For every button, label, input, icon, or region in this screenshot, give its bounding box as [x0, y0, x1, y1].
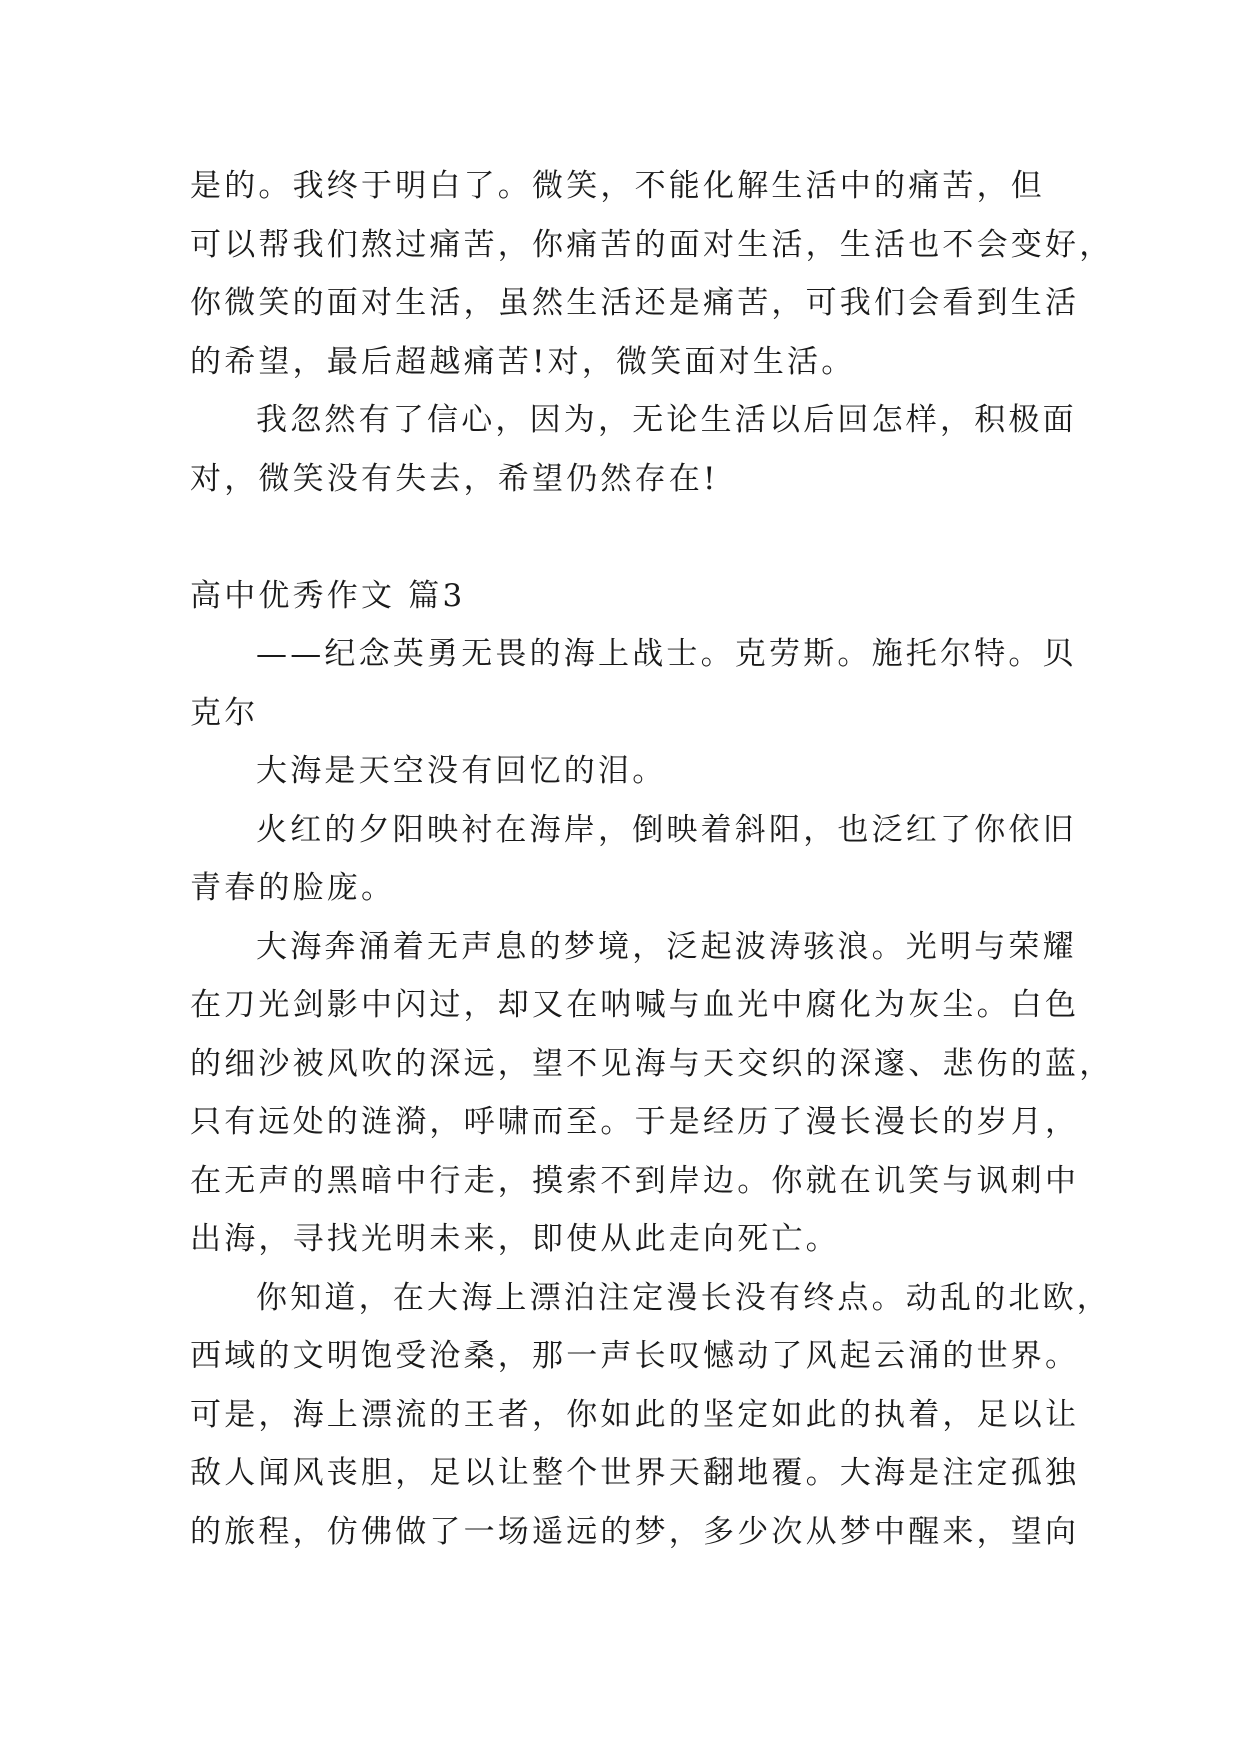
text-line: 克尔 — [190, 694, 259, 731]
text-line: 西域的文明饱受沧桑，那一声长叹憾动了风起云涌的世界。 — [190, 1338, 1080, 1374]
text-line: 你知道，在大海上漂泊注定漫长没有终点。动乱的北欧， — [256, 1279, 1111, 1316]
paragraph-gap — [190, 508, 1060, 567]
text-line: 大海奔涌着无声息的梦境，泛起波涛骇浪。光明与荣耀 — [256, 928, 1077, 965]
text-line: 大海是天空没有回忆的泪。 — [256, 753, 667, 789]
text-line: 在刀光剑影中闪过，却又在呐喊与血光中腐化为灰尘。白色 — [190, 987, 1080, 1023]
text-line: 的细沙被风吹的深远，望不见海与天交织的深邃、悲伤的蓝， — [190, 1045, 1114, 1082]
text-line: ——纪念英勇无畏的海上战士。克劳斯。施托尔特。贝 — [256, 636, 1077, 672]
text-line: 火红的夕阳映衬在海岸，倒映着斜阳，也泛红了你依旧 — [256, 811, 1077, 848]
text-line: 在无声的黑暗中行走，摸索不到岸边。你就在讥笑与讽刺中 — [190, 1162, 1080, 1199]
text-line: 可以帮我们熬过痛苦，你痛苦的面对生活，生活也不会变好， — [190, 226, 1114, 263]
paragraph — [190, 391, 1077, 508]
text-line: 的希望，最后超越痛苦!对，微笑面对生活。 — [190, 343, 856, 380]
dedication — [190, 625, 1077, 742]
text-line: 对，微笑没有失去，希望仍然存在! — [190, 460, 719, 497]
text-line: 只有远处的涟漪，呼啸而至。于是经历了漫长漫长的岁月， — [190, 1104, 1080, 1140]
text-line: 的旅程，仿佛做了一场遥远的梦，多少次从梦中醒来，望向 — [190, 1513, 1080, 1550]
text-line: 可是，海上漂流的王者，你如此的坚定如此的执着，足以让 — [190, 1396, 1080, 1433]
paragraph — [190, 157, 1114, 391]
text-line: 我忽然有了信心，因为，无论生活以后回怎样，积极面 — [256, 402, 1077, 438]
text-line: 你微笑的面对生活，虽然生活还是痛苦，可我们会看到生活 — [190, 285, 1080, 321]
document-body — [190, 157, 1114, 1561]
paragraph — [190, 742, 1060, 801]
text-line: 是的。我终于明白了。微笑，不能化解生活中的痛苦，但 — [190, 168, 1045, 204]
paragraph — [190, 918, 1114, 1269]
section-heading: 高中优秀作文 篇3 — [190, 577, 466, 614]
text-line: 青春的脸庞。 — [190, 870, 396, 906]
paragraph — [190, 801, 1077, 918]
text-line: 出海，寻找光明未来，即使从此走向死亡。 — [190, 1221, 840, 1257]
text-line: 敌人闻风丧胆，足以让整个世界天翻地覆。大海是注定孤独 — [190, 1455, 1080, 1491]
paragraph — [190, 1269, 1111, 1562]
